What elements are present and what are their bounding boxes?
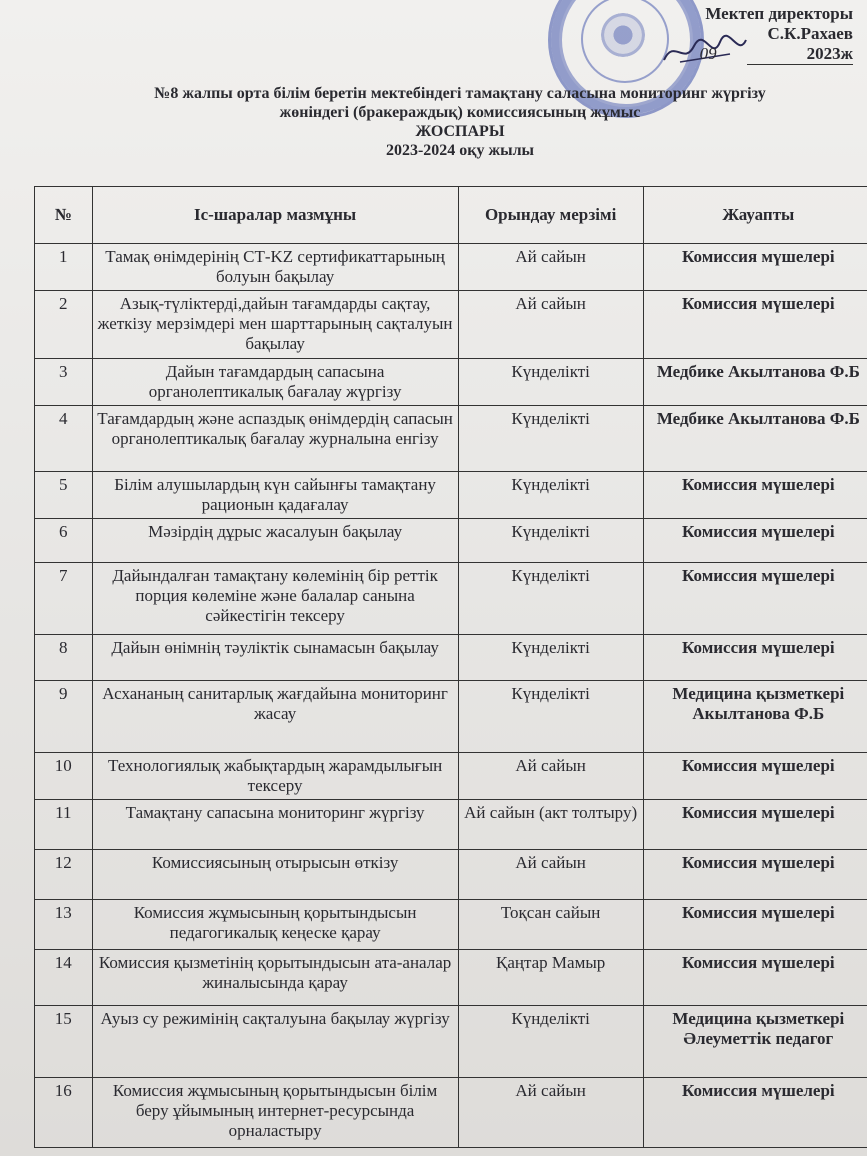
row-term: Қаңтар Мамыр bbox=[458, 950, 643, 1006]
row-term: Күнделікті bbox=[458, 472, 643, 519]
row-responsible: Медицина қызметкері Акылтанова Ф.Б bbox=[643, 681, 867, 753]
header-term: Орындау мерзімі bbox=[458, 187, 643, 244]
director-title: Мектеп директоры bbox=[705, 4, 853, 23]
row-activity: Дайын тағамдардың сапасына органолептикалық бағалау жүргізу bbox=[92, 359, 458, 406]
row-activity: Комиссия қызметінің қорытындысын ата-аналар жиналысында қарау bbox=[92, 950, 458, 1006]
director-name: С.К.Рахаев bbox=[767, 24, 853, 43]
table-row bbox=[35, 406, 867, 472]
row-term: Күнделікті bbox=[458, 563, 643, 635]
row-activity: Тағамдардың және аспаздық өнімдердің сапасын органолептикалық бағалау журналына енгізу bbox=[92, 406, 458, 472]
approval-year: 2023ж bbox=[747, 44, 853, 65]
header-line-2: жөніндегі (бракераждық) комиссиясының жұмыс bbox=[279, 104, 641, 121]
row-activity: Азық-түліктерді,дайын тағамдарды сақтау, жеткізу мерзімдері мен шарттарының сақталуын бақылау bbox=[92, 291, 458, 359]
row-responsible: Комиссия мүшелері bbox=[643, 850, 867, 900]
table-row bbox=[35, 472, 867, 519]
row-responsible: Комиссия мүшелері bbox=[643, 900, 867, 950]
row-number: 13 bbox=[35, 900, 93, 950]
header-line-1: №8 жалпы орта білім беретін мектебіндегі тамақтану саласына мониторинг жүргізу bbox=[154, 85, 766, 102]
row-term: Ай сайын (акт толтыру) bbox=[458, 800, 643, 850]
row-responsible: Комиссия мүшелері bbox=[643, 800, 867, 850]
header-line-4: 2023-2024 оқу жылы bbox=[385, 142, 535, 159]
approval-block bbox=[700, 4, 853, 65]
table-row bbox=[35, 519, 867, 563]
row-number: 15 bbox=[35, 1006, 93, 1078]
table-row bbox=[35, 563, 867, 635]
row-term: Ай сайын bbox=[458, 850, 643, 900]
approval-day: 09 bbox=[699, 44, 717, 63]
row-number: 4 bbox=[35, 406, 93, 472]
row-number: 6 bbox=[35, 519, 93, 563]
row-number: 8 bbox=[35, 635, 93, 681]
row-responsible: Медицина қызметкері Әлеуметтік педагог bbox=[643, 1006, 867, 1078]
table-row bbox=[35, 850, 867, 900]
row-activity: Тамақтану сапасына мониторинг жүргізу bbox=[92, 800, 458, 850]
table-header-row bbox=[35, 187, 867, 244]
table-row bbox=[35, 900, 867, 950]
row-number: 7 bbox=[35, 563, 93, 635]
row-term: Ай сайын bbox=[458, 1078, 643, 1148]
table-row bbox=[35, 800, 867, 850]
header-activity: Іс-шаралар мазмұны bbox=[92, 187, 458, 244]
row-number: 1 bbox=[35, 244, 93, 291]
row-activity: Асхананың санитарлық жағдайына мониторинг жасау bbox=[92, 681, 458, 753]
table-row bbox=[35, 1078, 867, 1148]
header-line-3: ЖОСПАРЫ bbox=[415, 123, 505, 140]
row-number: 2 bbox=[35, 291, 93, 359]
plan-table bbox=[34, 186, 867, 1148]
row-number: 16 bbox=[35, 1078, 93, 1148]
row-number: 11 bbox=[35, 800, 93, 850]
row-activity: Мәзірдің дұрыс жасалуын бақылау bbox=[92, 519, 458, 563]
row-number: 14 bbox=[35, 950, 93, 1006]
row-term: Тоқсан сайын bbox=[458, 900, 643, 950]
header-no: № bbox=[35, 187, 93, 244]
header-responsible: Жауапты bbox=[643, 187, 867, 244]
row-term: Күнделікті bbox=[458, 681, 643, 753]
table-row bbox=[35, 291, 867, 359]
row-responsible: Комиссия мүшелері bbox=[643, 472, 867, 519]
table-row bbox=[35, 681, 867, 753]
row-term: Күнделікті bbox=[458, 359, 643, 406]
row-number: 5 bbox=[35, 472, 93, 519]
row-activity: Комиссия жұмысының қорытындысын педагогикалық кеңеске қарау bbox=[92, 900, 458, 950]
row-term: Күнделікті bbox=[458, 635, 643, 681]
row-responsible: Комиссия мүшелері bbox=[643, 1078, 867, 1148]
row-term: Күнделікті bbox=[458, 406, 643, 472]
document-header bbox=[60, 84, 860, 160]
row-number: 9 bbox=[35, 681, 93, 753]
row-responsible: Комиссия мүшелері bbox=[643, 291, 867, 359]
row-term: Күнделікті bbox=[458, 519, 643, 563]
row-activity: Ауыз су режимінің сақталуына бақылау жүргізу bbox=[92, 1006, 458, 1078]
row-term: Ай сайын bbox=[458, 291, 643, 359]
table-row bbox=[35, 244, 867, 291]
row-activity: Комиссия жұмысының қорытындысын білім беру ұйымының интернет-ресурсында орналастыру bbox=[92, 1078, 458, 1148]
row-responsible: Комиссия мүшелері bbox=[643, 519, 867, 563]
row-activity: Тамақ өнімдерінің СТ-KZ сертификаттарының болуын бақылау bbox=[92, 244, 458, 291]
row-number: 12 bbox=[35, 850, 93, 900]
row-responsible: Медбике Акылтанова Ф.Б bbox=[643, 406, 867, 472]
row-responsible: Комиссия мүшелері bbox=[643, 950, 867, 1006]
table-row bbox=[35, 359, 867, 406]
row-term: Ай сайын bbox=[458, 753, 643, 800]
row-term: Ай сайын bbox=[458, 244, 643, 291]
table-row bbox=[35, 950, 867, 1006]
row-activity: Білім алушылардың күн сайынғы тамақтану рационын қадағалау bbox=[92, 472, 458, 519]
row-responsible: Комиссия мүшелері bbox=[643, 635, 867, 681]
row-responsible: Медбике Акылтанова Ф.Б bbox=[643, 359, 867, 406]
row-activity: Дайын өнімнің тәуліктік сынамасын бақылау bbox=[92, 635, 458, 681]
row-activity: Технологиялық жабықтардың жарамдылығын тексеру bbox=[92, 753, 458, 800]
table-row bbox=[35, 635, 867, 681]
row-responsible: Комиссия мүшелері bbox=[643, 563, 867, 635]
table-row bbox=[35, 753, 867, 800]
row-number: 3 bbox=[35, 359, 93, 406]
row-term: Күнделікті bbox=[458, 1006, 643, 1078]
row-number: 10 bbox=[35, 753, 93, 800]
row-activity: Дайындалған тамақтану көлемінің бір реттік порция көлеміне және балалар санына сәйкестігін тексеру bbox=[92, 563, 458, 635]
row-responsible: Комиссия мүшелері bbox=[643, 244, 867, 291]
row-activity: Комиссиясының отырысын өткізу bbox=[92, 850, 458, 900]
row-responsible: Комиссия мүшелері bbox=[643, 753, 867, 800]
emblem-icon bbox=[601, 13, 645, 57]
table-row bbox=[35, 1006, 867, 1078]
